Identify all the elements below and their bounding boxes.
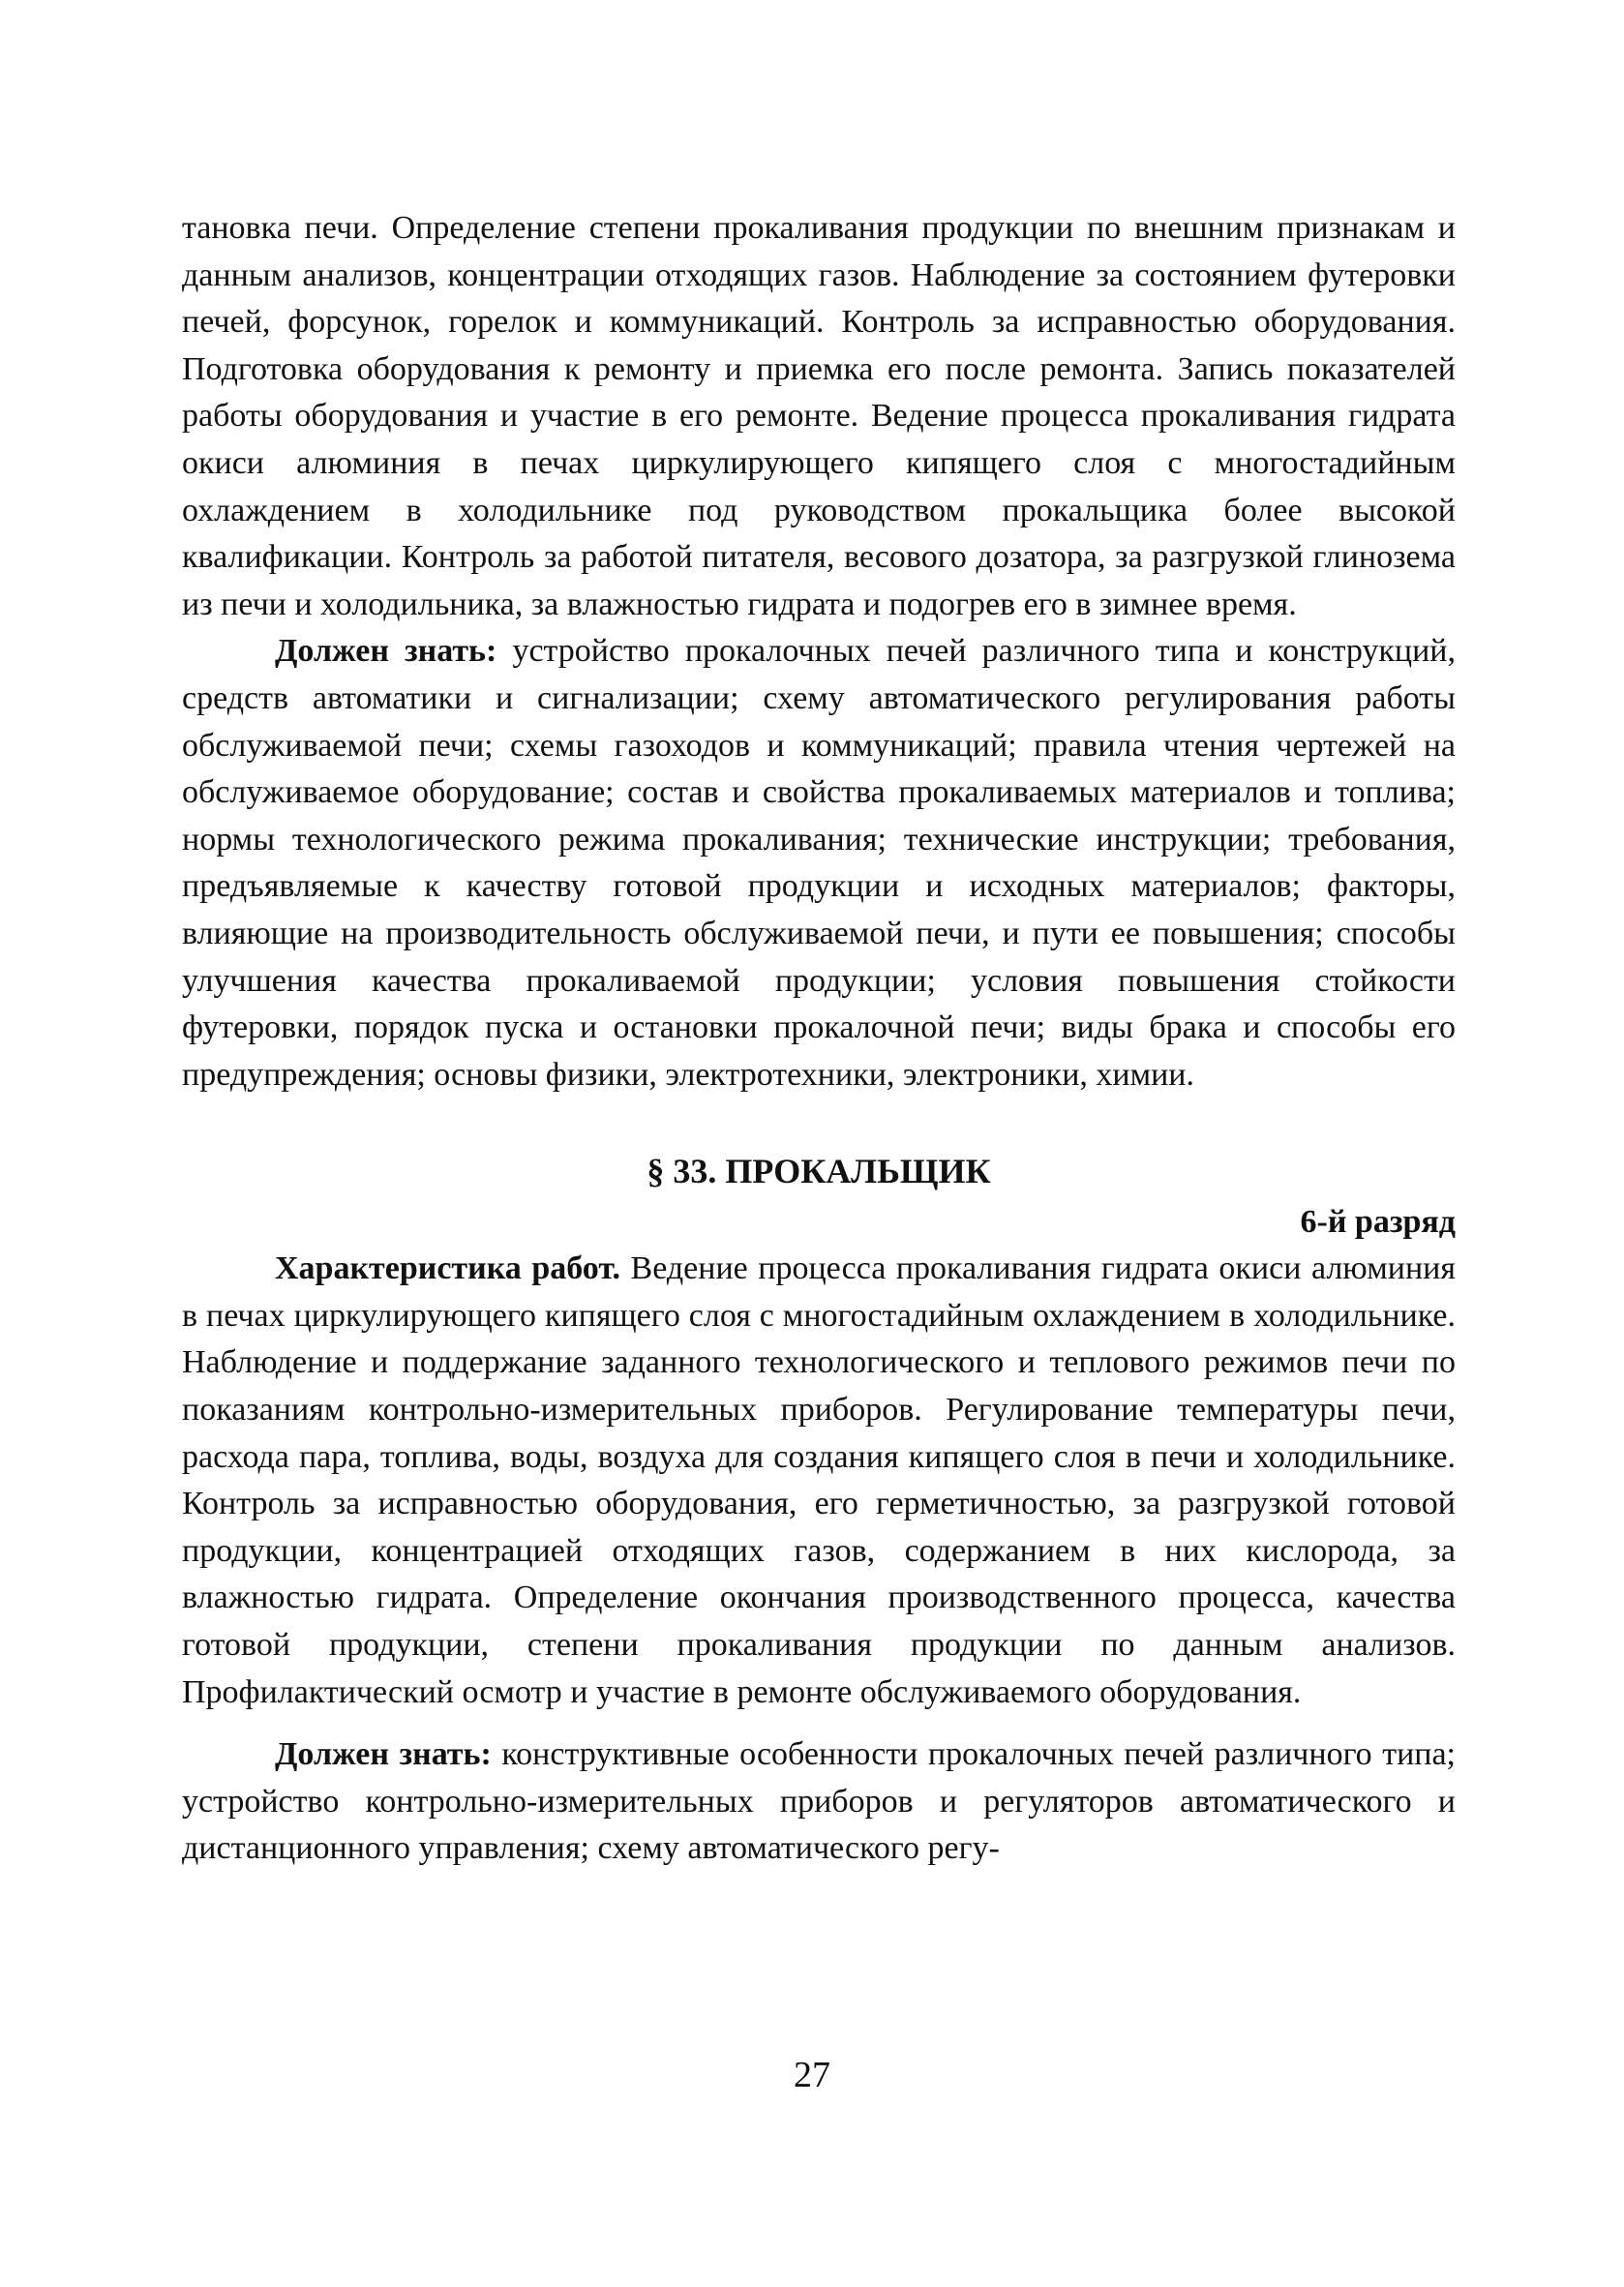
characteristics-paragraph — [182, 1246, 1456, 1716]
document-page — [182, 205, 1456, 1873]
characteristics-label: Характеристика работ. — [275, 1250, 620, 1287]
section-heading: § 33. ПРОКАЛЬЩИК — [647, 1152, 991, 1191]
page-number: 27 — [794, 2055, 830, 2095]
section-knowledge-text: конструктивные особенности прокалочных печей различного типа; устройство контрольно-измерительных приборов и регуляторов автоматического и дистанционного управления; схему автоматического регу- — [182, 1736, 1457, 1867]
knowledge-label: Должен знать: — [275, 633, 497, 670]
section-knowledge-label: Должен знать: — [275, 1736, 492, 1773]
knowledge-text: устройство прокалочных печей различного типа и конструкций, средств автоматики и сигнализации; схему автоматического регулирования работы обслуживаемой печи; схемы газоходов и коммуникаций; правила чтения чертежей на обслуживаемое оборудование; состав и свойства прокаливаемых материалов и топлива; нормы технологического режима прокаливания; технические инструкции; требования, предъявляемые к качеству готовой продукции и исходных материалов; факторы, влияющие на производительность обслуживаемой печи, и пути ее повышения; способы улучшения качества прокаливаемой продукции; условия повышения стойкости футеровки, порядок пуска и остановки прокалочной печи; виды брака и способы его предупреждения; основы физики, электротехники, электроники, химии. — [182, 633, 1456, 1093]
continuation-paragraph: тановка печи. Определение степени прокаливания продукции по внешним признакам и данным анализов, концентрации отходящих газов. Наблюдение за состоянием футеровки печей, форсунок, горелок и коммуникаций. Контроль за исправностью оборудования. Подготовка оборудования к ремонту и приемка его после ремонта. Запись показателей работы оборудования и участие в его ремонте. Ведение процесса прокаливания гидрата окиси алюминия в печах циркулирующего кипящего слоя с многостадийным охлаждением в холодильнике под руководством прокальщика более высокой квалификации. Контроль за работой питателя, весового дозатора, за разгрузкой глинозема из печи и холодильника, за влажностью гидрата и подогрев его в зимнее время. — [182, 210, 1456, 622]
grade-label: 6-й разряд — [1300, 1204, 1456, 1241]
characteristics-text: Ведение процесса прокаливания гидрата окиси алюминия в печах циркулирующего кипящего слоя с многостадийным охлаждением в холодильнике. Наблюдение и поддержание заданного технологического и теплового режимов печи по показаниям контрольно-измерительных приборов. Регулирование температуры печи, расхода пара, топлива, воды, воздуха для создания кипящего слоя в печи и холодильнике. Контроль за исправностью оборудования, его герметичностью, за разгрузкой готовой продукции, концентрацией отходящих газов, содержанием в них кислорода, за влажностью гидрата. Определение окончания производственного процесса, качества готовой продукции, степени прокаливания продукции по данным анализов. Профилактический осмотр и участие в ремонте обслуживаемого оборудования. — [182, 1250, 1456, 1710]
knowledge-paragraph — [182, 628, 1456, 1098]
section-knowledge-paragraph — [182, 1731, 1456, 1873]
